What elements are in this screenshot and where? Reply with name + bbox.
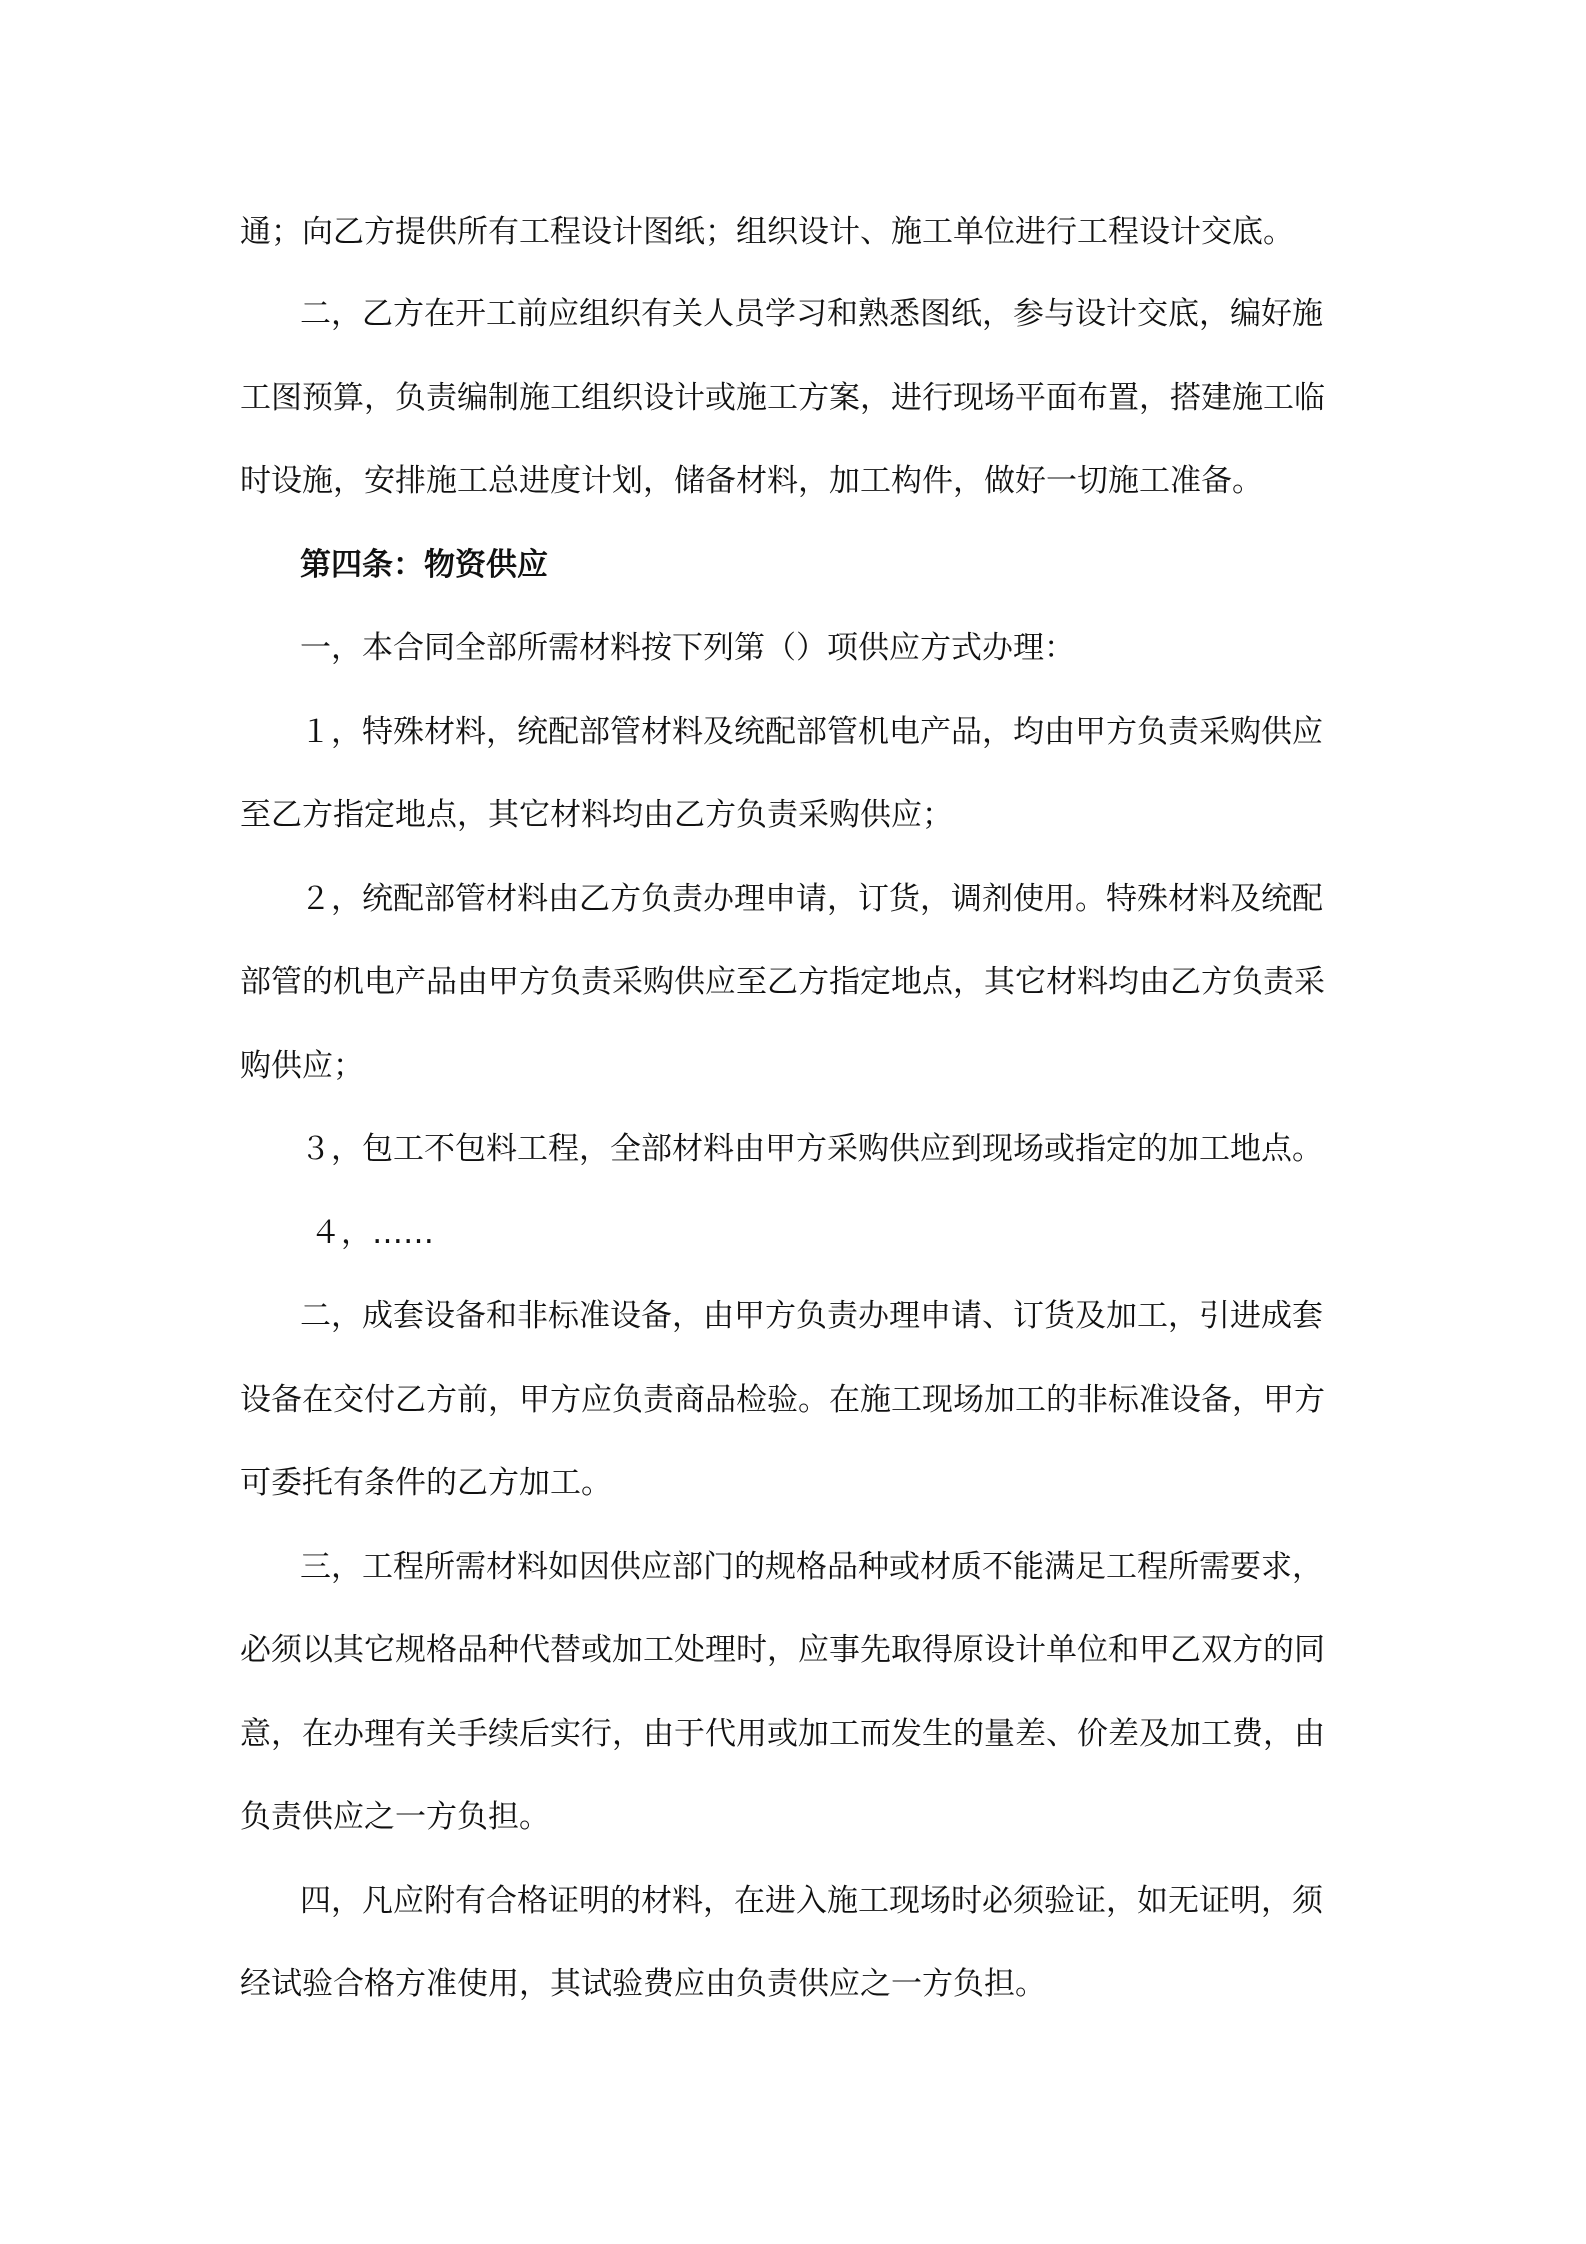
- text-line-14: 二，成套设备和非标准设备，由甲方负责办理申请、订货及加工，引进成套: [300, 1298, 1323, 1334]
- section-heading-article-4: 第四条：物资供应: [300, 547, 548, 583]
- text-line-12: ３，包工不包料工程，全部材料由甲方采购供应到现场或指定的加工地点。: [300, 1131, 1323, 1167]
- text-line-11: 购供应；: [240, 1048, 364, 1084]
- text-line-18: 必须以其它规格品种代替或加工处理时，应事先取得原设计单位和甲乙双方的同: [240, 1632, 1325, 1668]
- text-line-10: 部管的机电产品由甲方负责采购供应至乙方指定地点，其它材料均由乙方负责采: [240, 964, 1325, 1000]
- text-line-4: 时设施，安排施工总进度计划，储备材料，加工构件，做好一切施工准备。: [240, 463, 1263, 499]
- text-line-8: 至乙方指定地点，其它材料均由乙方负责采购供应；: [240, 797, 953, 833]
- text-line-17: 三，工程所需材料如因供应部门的规格品种或材质不能满足工程所需要求，: [300, 1549, 1323, 1585]
- text-line-16: 可委托有条件的乙方加工。: [240, 1465, 612, 1501]
- text-line-21: 四，凡应附有合格证明的材料，在进入施工现场时必须验证，如无证明，须: [300, 1883, 1323, 1919]
- text-line-2: 二，乙方在开工前应组织有关人员学习和熟悉图纸，参与设计交底，编好施: [300, 296, 1323, 332]
- text-line-15: 设备在交付乙方前，甲方应负责商品检验。在施工现场加工的非标准设备，甲方: [240, 1382, 1325, 1418]
- text-line-13: ４，……: [310, 1215, 434, 1251]
- text-line-22: 经试验合格方准使用，其试验费应由负责供应之一方负担。: [240, 1966, 1046, 2002]
- text-line-3: 工图预算，负责编制施工组织设计或施工方案，进行现场平面布置，搭建施工临: [240, 380, 1325, 416]
- text-line-1: 通；向乙方提供所有工程设计图纸；组织设计、施工单位进行工程设计交底。: [240, 214, 1294, 250]
- text-line-9: ２，统配部管材料由乙方负责办理申请，订货，调剂使用。特殊材料及统配: [300, 881, 1323, 917]
- text-line-6: 一，本合同全部所需材料按下列第（）项供应方式办理：: [300, 630, 1075, 666]
- text-line-7: １，特殊材料，统配部管材料及统配部管机电产品，均由甲方负责采购供应: [300, 714, 1323, 750]
- text-line-19: 意，在办理有关手续后实行，由于代用或加工而发生的量差、价差及加工费，由: [240, 1716, 1325, 1752]
- text-line-20: 负责供应之一方负担。: [240, 1799, 550, 1835]
